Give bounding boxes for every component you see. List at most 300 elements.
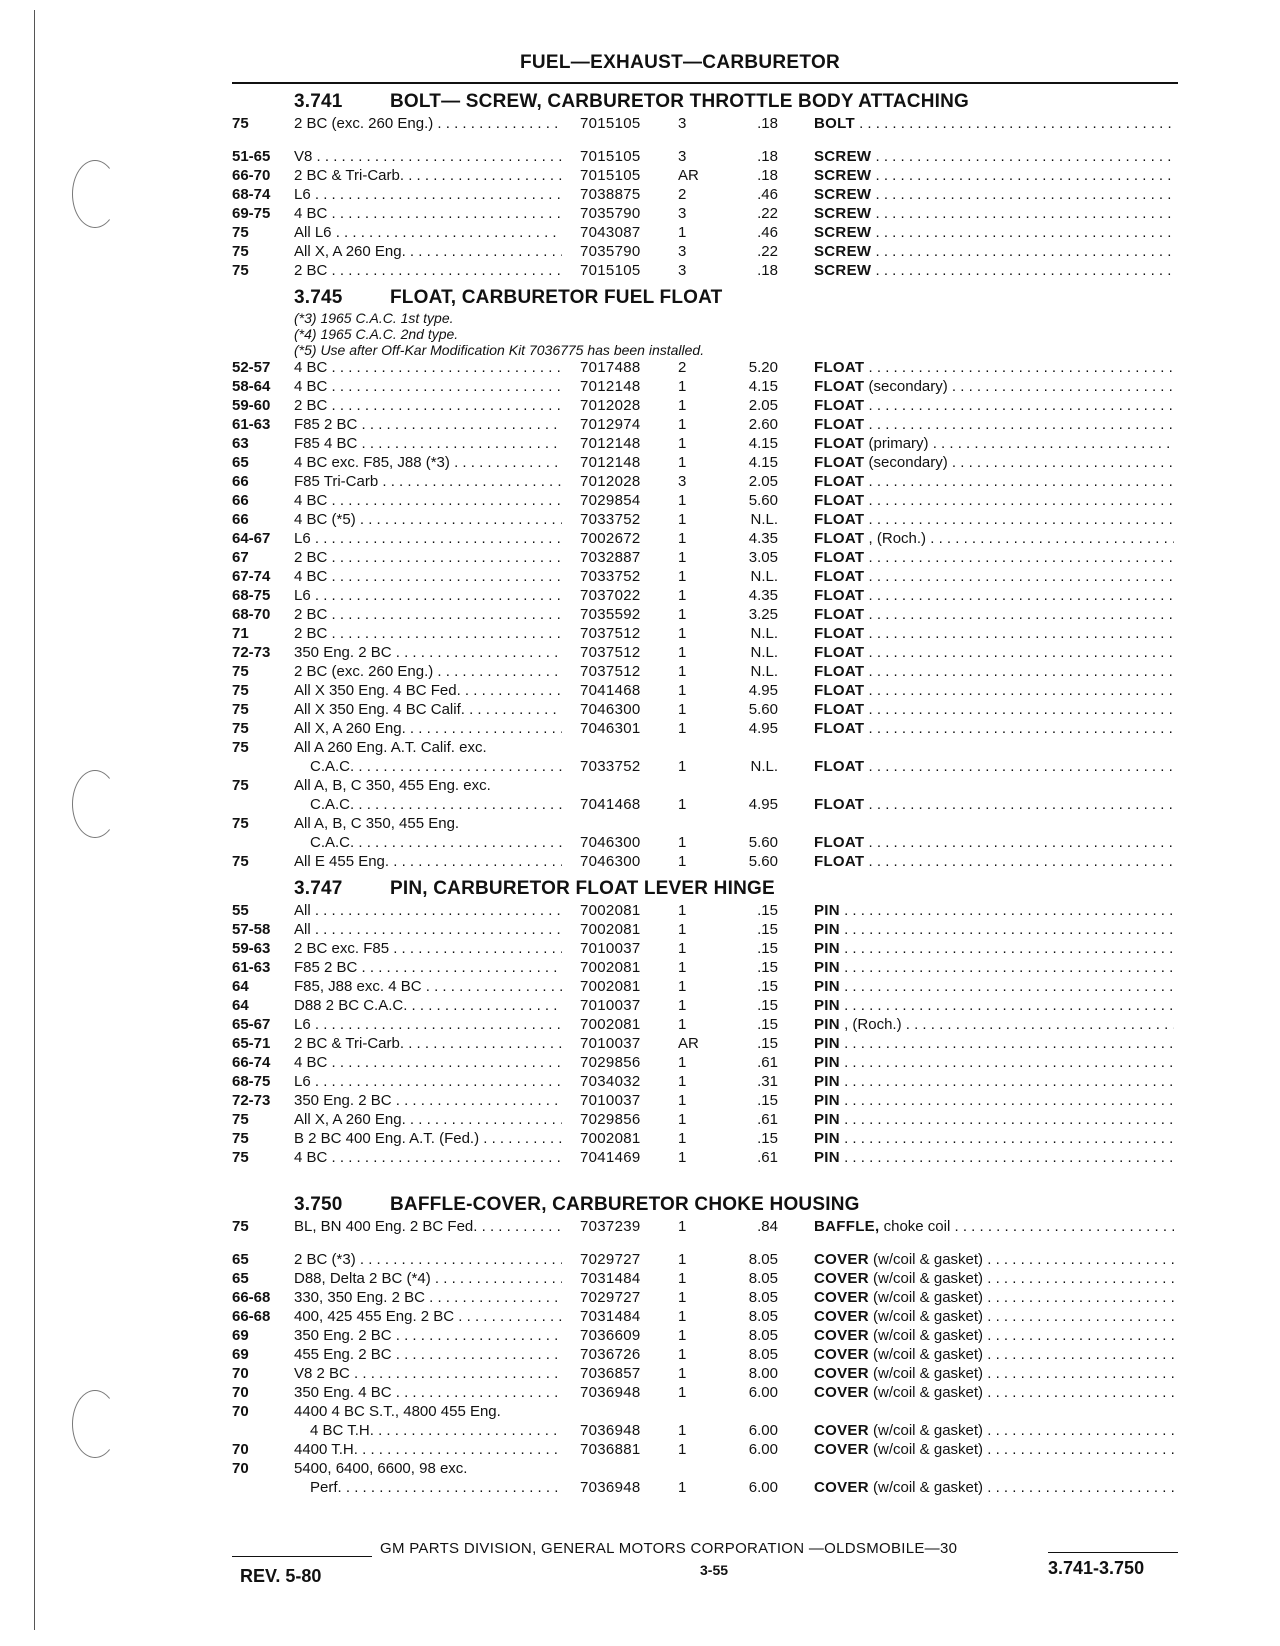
part-name-main: COVER [814, 1346, 869, 1363]
part-number: 7046300 [580, 701, 641, 718]
part-name-main: PIN [814, 1111, 840, 1128]
parts-row [232, 1250, 1182, 1269]
part-number: 7010037 [580, 997, 641, 1014]
part-number: 7037022 [580, 587, 641, 604]
part-name [814, 1269, 1174, 1288]
quantity: AR [678, 1035, 699, 1052]
part-name [814, 1110, 1174, 1129]
part-name-main: FLOAT [814, 625, 865, 642]
model-year: 65 [232, 1251, 249, 1268]
section-number: 3.747 [294, 878, 343, 899]
part-name-main: COVER [814, 1289, 869, 1306]
application-line: All X, A 260 Eng. . . . [294, 1110, 562, 1129]
quantity: 1 [678, 701, 687, 718]
parts-row [232, 1110, 1182, 1129]
part-number: 7037512 [580, 644, 641, 661]
model-year: 75 [232, 1130, 249, 1147]
part-name [814, 901, 1174, 920]
application-line: 2 BC (exc. 260 Eng.) . . . [294, 114, 562, 133]
price: 5.60 [748, 492, 778, 509]
part-name-qualifier: (w/coil & gasket) [873, 1346, 984, 1363]
part-name [814, 1148, 1174, 1167]
part-name [814, 1091, 1174, 1110]
part-number: 7002081 [580, 959, 641, 976]
model-year: 57-58 [232, 921, 271, 938]
application-line: 4 BC . . . [294, 204, 562, 223]
part-number: 7037512 [580, 625, 641, 642]
part-name [814, 1307, 1174, 1326]
section-heading [294, 286, 1182, 310]
part-name-main: PIN [814, 1149, 840, 1166]
model-year: 69 [232, 1346, 249, 1363]
application-desc [294, 510, 562, 529]
application-line: 5400, 6400, 6600, 98 exc. [294, 1460, 468, 1477]
application-line: All X, A 260 Eng. . . . [294, 242, 562, 261]
parts-row [232, 1383, 1182, 1402]
application-line: L6 . . . [294, 529, 562, 548]
part-number: 7035790 [580, 205, 641, 222]
model-year: 66-70 [232, 167, 271, 184]
part-name-qualifier: (w/coil & gasket) [873, 1479, 984, 1496]
parts-row [232, 491, 1182, 510]
model-year: 66 [232, 511, 249, 528]
application-line: B 2 BC 400 Eng. A.T. (Fed.) . . . [294, 1129, 562, 1148]
application-desc [294, 396, 562, 415]
part-name [814, 681, 1174, 700]
price: .15 [757, 940, 778, 957]
part-name-qualifier: (w/coil & gasket) [873, 1270, 984, 1287]
part-name [814, 1129, 1174, 1148]
model-year: 75 [232, 663, 249, 680]
application-line: All A 260 Eng. A.T. Calif. exc. [294, 739, 487, 756]
quantity: 1 [678, 834, 687, 851]
part-name-qualifier: (w/coil & gasket) [873, 1422, 984, 1439]
part-number: 7034032 [580, 1073, 641, 1090]
application-desc [294, 1148, 562, 1167]
part-name [814, 1034, 1174, 1053]
quantity: 1 [678, 1130, 687, 1147]
part-name [814, 548, 1174, 567]
quantity: 1 [678, 1384, 687, 1401]
part-name [814, 605, 1174, 624]
part-name-main: PIN [814, 902, 840, 919]
application-line: F85, J88 exc. 4 BC . . . [294, 977, 562, 996]
price: 8.05 [748, 1270, 778, 1287]
application-line: 350 Eng. 2 BC . . . [294, 1091, 562, 1110]
application-desc [294, 242, 562, 261]
price: 8.05 [748, 1251, 778, 1268]
application-desc [294, 114, 562, 133]
quantity: 1 [678, 978, 687, 995]
part-name [814, 147, 1174, 166]
part-number: 7015105 [580, 262, 641, 279]
application-desc [294, 920, 562, 939]
application-line: 350 Eng. 2 BC . . . [294, 1326, 562, 1345]
model-year: 70 [232, 1460, 249, 1477]
price: 3.05 [748, 549, 778, 566]
part-name [814, 939, 1174, 958]
price: 6.00 [748, 1441, 778, 1458]
application-desc [294, 1383, 562, 1402]
quantity: 1 [678, 1479, 687, 1496]
part-number: 7002081 [580, 1016, 641, 1033]
application-line: BL, BN 400 Eng. 2 BC Fed. . . . [294, 1217, 562, 1236]
application-line: 4 BC . . . [294, 1053, 562, 1072]
part-name-main: COVER [814, 1384, 869, 1401]
part-name-main: SCREW [814, 243, 872, 260]
application-line: 2 BC (*3) . . . [294, 1250, 562, 1269]
application-line: 4 BC . . . [294, 491, 562, 510]
part-name [814, 242, 1174, 261]
price: 4.95 [748, 796, 778, 813]
application-desc [294, 1129, 562, 1148]
part-number: 7036881 [580, 1441, 641, 1458]
quantity: 1 [678, 940, 687, 957]
footer-division: GM PARTS DIVISION, GENERAL MOTORS CORPORATION —OLDSMOBILE—30 [380, 1540, 958, 1557]
part-name [814, 1478, 1174, 1497]
application-desc [294, 472, 562, 491]
application-line: 2 BC exc. F85 . . . [294, 939, 562, 958]
parts-row [232, 700, 1182, 719]
part-name [814, 185, 1174, 204]
application-desc [294, 1440, 562, 1459]
application-desc [294, 261, 562, 280]
part-number: 7033752 [580, 568, 641, 585]
application-desc [294, 977, 562, 996]
part-number: 7029856 [580, 1054, 641, 1071]
part-name [814, 1072, 1174, 1091]
part-name-main: FLOAT [814, 549, 865, 566]
parts-row [232, 681, 1182, 700]
part-name [814, 529, 1174, 548]
application-line: 2 BC & Tri-Carb. . . . [294, 1034, 562, 1053]
part-name-main: FLOAT [814, 416, 865, 433]
model-year: 51-65 [232, 148, 271, 165]
application-desc [294, 586, 562, 605]
quantity: 1 [678, 853, 687, 870]
part-name [814, 1250, 1174, 1269]
footer-rule [1048, 1552, 1178, 1553]
part-number: 7043087 [580, 224, 641, 241]
part-name-main: COVER [814, 1479, 869, 1496]
application-line: V8 . . . [294, 147, 562, 166]
part-name [814, 1217, 1174, 1236]
part-name [814, 358, 1174, 377]
application-line: C.A.C. . . . [294, 757, 562, 776]
parts-row [232, 977, 1182, 996]
price: 6.00 [748, 1479, 778, 1496]
model-year: 75 [232, 777, 249, 794]
part-number: 7010037 [580, 1035, 641, 1052]
part-name-main: SCREW [814, 167, 872, 184]
application-desc [294, 223, 562, 242]
price: .15 [757, 921, 778, 938]
quantity: 1 [678, 997, 687, 1014]
part-name-main: BOLT [814, 115, 855, 132]
application-line: 2 BC & Tri-Carb. . . . [294, 166, 562, 185]
binder-hole [72, 160, 118, 228]
section-title: BAFFLE-COVER, CARBURETOR CHOKE HOUSING [390, 1194, 860, 1215]
price: 8.05 [748, 1327, 778, 1344]
parts-row [232, 377, 1182, 396]
part-name-main: COVER [814, 1270, 869, 1287]
application-line: 2 BC . . . [294, 605, 562, 624]
price: .15 [757, 997, 778, 1014]
quantity: 1 [678, 1327, 687, 1344]
model-year: 75 [232, 853, 249, 870]
price: 4.15 [748, 454, 778, 471]
application-line: All . . . [294, 901, 562, 920]
quantity: 1 [678, 378, 687, 395]
price: .31 [757, 1073, 778, 1090]
part-name [814, 700, 1174, 719]
part-name-main: FLOAT [814, 378, 865, 395]
part-name-main: FLOAT [814, 834, 865, 851]
quantity: 3 [678, 148, 687, 165]
quantity: 1 [678, 1149, 687, 1166]
parts-row [232, 958, 1182, 977]
part-number: 7035592 [580, 606, 641, 623]
part-number: 7015105 [580, 115, 641, 132]
part-number: 7041468 [580, 682, 641, 699]
application-line: 455 Eng. 2 BC . . . [294, 1345, 562, 1364]
application-desc [294, 1091, 562, 1110]
model-year: 67 [232, 549, 249, 566]
model-year: 65 [232, 1270, 249, 1287]
section-number: 3.750 [294, 1194, 343, 1215]
part-number: 7002081 [580, 921, 641, 938]
part-name [814, 453, 1174, 472]
model-year: 72-73 [232, 644, 271, 661]
application-desc [294, 1250, 562, 1269]
section-heading [294, 1193, 1182, 1217]
application-desc [294, 1034, 562, 1053]
application-line: L6 . . . [294, 1072, 562, 1091]
part-name-main: FLOAT [814, 720, 865, 737]
part-name [814, 472, 1174, 491]
model-year: 70 [232, 1403, 249, 1420]
parts-row [232, 776, 1182, 814]
price: .15 [757, 1035, 778, 1052]
part-number: 7029854 [580, 492, 641, 509]
part-name-main: FLOAT [814, 663, 865, 680]
price: .18 [757, 115, 778, 132]
quantity: 1 [678, 682, 687, 699]
parts-row [232, 472, 1182, 491]
model-year: 66 [232, 492, 249, 509]
part-name-qualifier: (w/coil & gasket) [873, 1251, 984, 1268]
parts-row [232, 548, 1182, 567]
parts-row [232, 814, 1182, 852]
price: N.L. [750, 663, 778, 680]
part-name [814, 920, 1174, 939]
part-name [814, 1421, 1174, 1440]
part-number: 7012974 [580, 416, 641, 433]
parts-row [232, 204, 1182, 223]
part-name-qualifier: (primary) [868, 435, 929, 452]
application-desc [294, 1110, 562, 1129]
part-name-main: FLOAT [814, 682, 865, 699]
part-name [814, 415, 1174, 434]
price: 2.05 [748, 397, 778, 414]
application-line: 4 BC . . . [294, 567, 562, 586]
part-name [814, 1015, 1174, 1034]
application-desc [294, 681, 562, 700]
part-name-qualifier: , (Roch.) [868, 530, 927, 547]
application-desc [294, 996, 562, 1015]
price: 5.60 [748, 853, 778, 870]
part-name [814, 1053, 1174, 1072]
quantity: 1 [678, 606, 687, 623]
part-name-main: FLOAT [814, 492, 865, 509]
application-desc [294, 1326, 562, 1345]
application-line: D88 2 BC C.A.C. . . . [294, 996, 562, 1015]
part-number: 7002672 [580, 530, 641, 547]
part-number: 7037512 [580, 663, 641, 680]
application-desc [294, 377, 562, 396]
part-name-main: SCREW [814, 186, 872, 203]
price: .18 [757, 262, 778, 279]
parts-row [232, 1148, 1182, 1167]
part-name-main: SCREW [814, 262, 872, 279]
model-year: 68-70 [232, 606, 271, 623]
application-desc [294, 1217, 562, 1236]
application-desc [294, 1015, 562, 1034]
parts-row [232, 242, 1182, 261]
application-line: All X 350 Eng. 4 BC Fed. . . . [294, 681, 562, 700]
part-name-main: PIN [814, 959, 840, 976]
model-year: 68-75 [232, 1073, 271, 1090]
application-line: 2 BC . . . [294, 261, 562, 280]
part-number: 7031484 [580, 1270, 641, 1287]
price: .84 [757, 1218, 778, 1235]
parts-row [232, 662, 1182, 681]
part-name [814, 643, 1174, 662]
part-name [814, 958, 1174, 977]
application-line: 4 BC exc. F85, J88 (*3) . . . [294, 453, 562, 472]
application-desc [294, 1053, 562, 1072]
part-name-main: BAFFLE, [814, 1218, 880, 1235]
model-year: 58-64 [232, 378, 271, 395]
part-name [814, 491, 1174, 510]
application-line: 350 Eng. 2 BC . . . [294, 643, 562, 662]
model-year: 75 [232, 815, 249, 832]
quantity: 2 [678, 359, 687, 376]
section-number: 3.745 [294, 287, 343, 308]
model-year: 75 [232, 243, 249, 260]
part-name [814, 996, 1174, 1015]
quantity: 1 [678, 959, 687, 976]
part-name-main: FLOAT [814, 397, 865, 414]
parts-row [232, 261, 1182, 280]
quantity: 1 [678, 720, 687, 737]
part-name [814, 510, 1174, 529]
quantity: 1 [678, 1365, 687, 1382]
part-name [814, 204, 1174, 223]
application-line: D88, Delta 2 BC (*4) . . . [294, 1269, 562, 1288]
price: 5.60 [748, 834, 778, 851]
part-number: 7012148 [580, 378, 641, 395]
part-name-main: COVER [814, 1365, 869, 1382]
part-name [814, 434, 1174, 453]
application-desc [294, 567, 562, 586]
part-name-main: COVER [814, 1327, 869, 1344]
part-number: 7029856 [580, 1111, 641, 1128]
price: N.L. [750, 625, 778, 642]
parts-row [232, 719, 1182, 738]
quantity: 3 [678, 115, 687, 132]
part-name [814, 1326, 1174, 1345]
model-year: 75 [232, 224, 249, 241]
parts-row [232, 1440, 1182, 1459]
part-name [814, 1440, 1174, 1459]
quantity: 1 [678, 663, 687, 680]
part-name-main: FLOAT [814, 359, 865, 376]
model-year: 66-74 [232, 1054, 271, 1071]
model-year: 61-63 [232, 416, 271, 433]
quantity: 1 [678, 492, 687, 509]
application-desc [294, 643, 562, 662]
price: 8.05 [748, 1308, 778, 1325]
quantity: 1 [678, 1441, 687, 1458]
part-number: 7002081 [580, 978, 641, 995]
quantity: 1 [678, 1092, 687, 1109]
price: 8.05 [748, 1289, 778, 1306]
quantity: 3 [678, 205, 687, 222]
quantity: 1 [678, 625, 687, 642]
quantity: 1 [678, 902, 687, 919]
model-year: 70 [232, 1441, 249, 1458]
application-desc [294, 415, 562, 434]
parts-row [232, 901, 1182, 920]
model-year: 69-75 [232, 205, 271, 222]
price: 8.05 [748, 1346, 778, 1363]
section-title: BOLT— SCREW, CARBURETOR THROTTLE BODY ATTACHING [390, 91, 970, 112]
part-number: 7037239 [580, 1218, 641, 1235]
part-name-main: PIN [814, 1073, 840, 1090]
quantity: 1 [678, 796, 687, 813]
model-year: 69 [232, 1327, 249, 1344]
parts-row [232, 624, 1182, 643]
quantity: 1 [678, 1346, 687, 1363]
model-year: 67-74 [232, 568, 271, 585]
part-number: 7029727 [580, 1251, 641, 1268]
application-desc [294, 1345, 562, 1364]
model-year: 66-68 [232, 1289, 271, 1306]
price: .22 [757, 205, 778, 222]
part-name [814, 977, 1174, 996]
application-desc [294, 738, 562, 776]
application-desc [294, 662, 562, 681]
part-name [814, 1288, 1174, 1307]
parts-row [232, 453, 1182, 472]
quantity: 1 [678, 1251, 687, 1268]
part-name-main: FLOAT [814, 644, 865, 661]
application-desc [294, 434, 562, 453]
footnote: (*3) 1965 C.A.C. 1st type. [294, 310, 454, 326]
application-line: V8 2 BC . . . [294, 1364, 562, 1383]
quantity: 1 [678, 1422, 687, 1439]
section-range: 3.741-3.750 [1048, 1558, 1145, 1578]
header-rule [232, 82, 1178, 84]
part-name-main: FLOAT [814, 473, 865, 490]
model-year: 75 [232, 1149, 249, 1166]
part-name-qualifier: (secondary) [868, 454, 948, 471]
part-name-main: PIN [814, 1054, 840, 1071]
parts-row [232, 1129, 1182, 1148]
price: .15 [757, 1130, 778, 1147]
part-name-qualifier: choke coil [883, 1218, 951, 1235]
